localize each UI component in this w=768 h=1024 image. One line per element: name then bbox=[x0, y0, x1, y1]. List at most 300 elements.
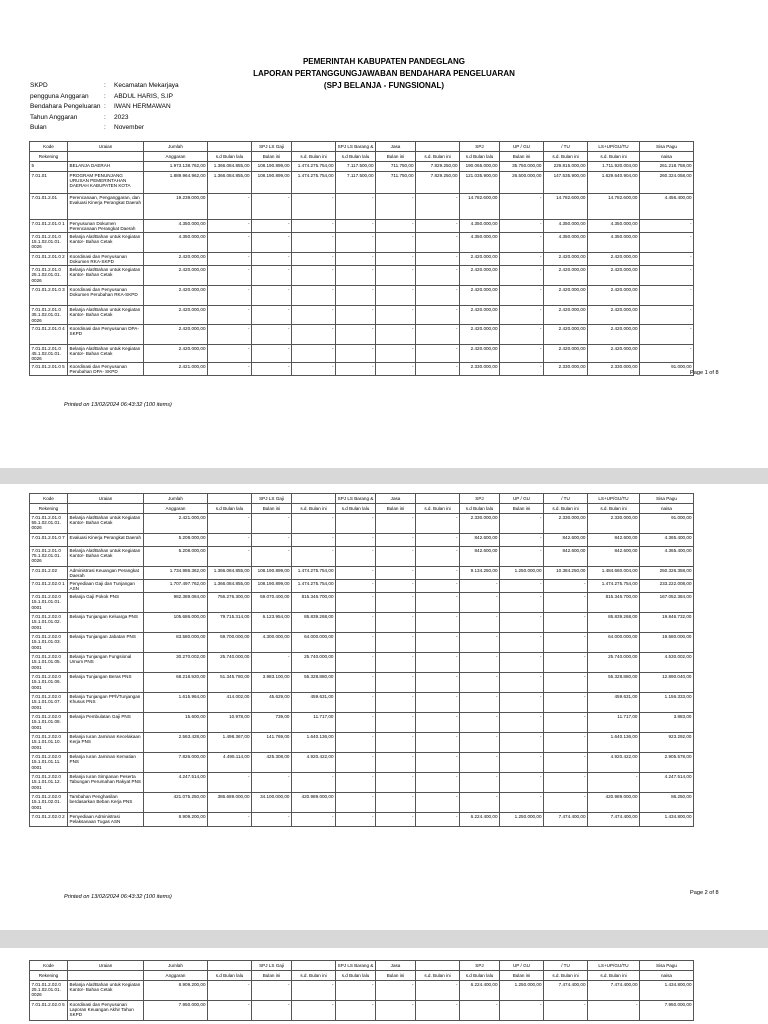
amount-cell: 425.308,00 bbox=[252, 753, 292, 773]
amount-cell: - bbox=[336, 653, 376, 673]
table-row bbox=[30, 773, 694, 793]
amount-cell: 1.434.800,00 bbox=[640, 813, 694, 826]
amount-cell: 2.421.000,00 bbox=[144, 514, 208, 534]
amount-cell: - bbox=[208, 534, 252, 547]
amount-cell: 25.740.000,00 bbox=[208, 653, 252, 673]
amount-cell: - bbox=[336, 713, 376, 733]
column-header: Sisa Pagu bbox=[640, 961, 694, 971]
amount-cell: - bbox=[336, 306, 376, 324]
amount-cell: - bbox=[336, 1001, 376, 1021]
amount-cell: 167.052.384,00 bbox=[640, 593, 694, 613]
column-header: SPJ LS Barang & bbox=[336, 494, 376, 504]
amount-cell: 2.420.000,00 bbox=[588, 306, 640, 324]
column-subheader: s.d. Bulan ini bbox=[544, 504, 588, 514]
amount-cell: 842.600,00 bbox=[588, 534, 640, 547]
column-header: SPJ bbox=[460, 961, 500, 971]
amount-cell: 414.002,00 bbox=[208, 693, 252, 713]
column-header bbox=[208, 961, 252, 971]
amount-cell: 1.474.275.754,00 bbox=[292, 580, 336, 593]
amount-cell: 14.782.600,00 bbox=[460, 194, 500, 220]
kode-rekening-cell: 7.01.01.2.01.0 35.1.02.01.01. 0026 bbox=[30, 306, 68, 324]
amount-cell: - bbox=[500, 593, 544, 613]
amount-cell: 59.700.000,00 bbox=[208, 633, 252, 653]
amount-cell: - bbox=[292, 547, 336, 567]
amount-cell: - bbox=[376, 362, 416, 375]
column-subheader: Rekening bbox=[30, 971, 68, 981]
column-header: / TU bbox=[544, 961, 588, 971]
amount-cell: 26.500.000,00 bbox=[500, 172, 544, 194]
uraian-cell: Belanja Tunjangan PPh/Tunjangan Khusus PNS bbox=[68, 693, 144, 713]
table-row bbox=[30, 547, 694, 567]
column-subheader: s.d. Bulan ini bbox=[544, 971, 588, 981]
amount-cell: 2.420.000,00 bbox=[544, 324, 588, 344]
amount-cell: - bbox=[376, 733, 416, 753]
kode-rekening-cell: 7.01.01.2.02.0 15.1.01.01.12. 0001 bbox=[30, 773, 68, 793]
uraian-cell: Belanja Alat/Bahan untuk Kegiatan Kantor- Bahan Cetak bbox=[68, 547, 144, 567]
table-row bbox=[30, 1001, 694, 1021]
kode-rekening-cell: 7.01.01.2.02.0 15.1.01.01.06. 0001 bbox=[30, 673, 68, 693]
amount-cell: 51.345.780,00 bbox=[208, 673, 252, 693]
amount-cell: - bbox=[416, 653, 460, 673]
amount-cell: 2.420.000,00 bbox=[460, 306, 500, 324]
amount-cell: - bbox=[208, 813, 252, 826]
kode-rekening-cell: 7.01.01.2.02.0 15.1.01.01.10. 0001 bbox=[30, 733, 68, 753]
column-subheader: s.d. Bulan ini bbox=[292, 152, 336, 162]
amount-cell: 2.420.000,00 bbox=[544, 253, 588, 266]
amount-cell: 7.474.400,00 bbox=[544, 813, 588, 826]
column-subheader: s.d. Bulan ini bbox=[544, 152, 588, 162]
amount-cell: - bbox=[500, 233, 544, 253]
column-subheader bbox=[68, 971, 144, 981]
kode-rekening-cell: 7.01.01.2.01.0 3 bbox=[30, 286, 68, 306]
amount-cell: 68.218.920,00 bbox=[144, 673, 208, 693]
amount-cell: 1.498.367,00 bbox=[208, 733, 252, 753]
column-subheader: naisa bbox=[640, 971, 694, 981]
amount-cell: 459.631,00 bbox=[588, 693, 640, 713]
amount-cell: - bbox=[336, 547, 376, 567]
amount-cell: 2.420.000,00 bbox=[460, 344, 500, 362]
amount-cell: - bbox=[252, 253, 292, 266]
amount-cell: 842.600,00 bbox=[460, 547, 500, 567]
amount-cell: - bbox=[208, 253, 252, 266]
amount-cell: - bbox=[416, 753, 460, 773]
amount-cell: - bbox=[500, 580, 544, 593]
amount-cell: - bbox=[640, 344, 694, 362]
column-header: Kode bbox=[30, 494, 68, 504]
amount-cell: - bbox=[500, 534, 544, 547]
amount-cell: 7.829.250,00 bbox=[416, 172, 460, 194]
amount-cell: 4.247.514,00 bbox=[640, 773, 694, 793]
amount-cell: - bbox=[292, 233, 336, 253]
meta-label: pengguna Anggaran bbox=[30, 92, 89, 100]
amount-cell: - bbox=[376, 514, 416, 534]
amount-cell: 10.384.250,00 bbox=[544, 567, 588, 580]
table-row bbox=[30, 580, 694, 593]
amount-cell: - bbox=[252, 233, 292, 253]
amount-cell: - bbox=[292, 306, 336, 324]
uraian-cell: Koordinasi dan Penyusunan DPA-SKPD bbox=[68, 324, 144, 344]
table-row bbox=[30, 693, 694, 713]
amount-cell: 4.350.000,00 bbox=[544, 220, 588, 233]
amount-cell: - bbox=[252, 547, 292, 567]
amount-cell: - bbox=[500, 286, 544, 306]
page-number: Page 2 of 8 bbox=[690, 890, 719, 896]
uraian-cell: Belanja Pembulatan Gaji PNS bbox=[68, 713, 144, 733]
column-subheader: naisa bbox=[640, 504, 694, 514]
column-subheader: Rekening bbox=[30, 504, 68, 514]
column-subheader: Bulan ini bbox=[500, 971, 544, 981]
amount-cell: 86.250,00 bbox=[640, 793, 694, 813]
column-subheader: Rekening bbox=[30, 152, 68, 162]
amount-cell: 59.070.400,00 bbox=[252, 593, 292, 613]
amount-cell: 91.000,00 bbox=[640, 514, 694, 534]
amount-cell: - bbox=[292, 286, 336, 306]
table-row bbox=[30, 673, 694, 693]
amount-cell: - bbox=[252, 286, 292, 306]
amount-cell: 7.117.500,00 bbox=[336, 162, 376, 172]
amount-cell: 1.734.986.362,00 bbox=[144, 567, 208, 580]
amount-cell: - bbox=[416, 306, 460, 324]
column-header: LS+UP/GU/TU bbox=[588, 961, 640, 971]
amount-cell: - bbox=[376, 220, 416, 233]
amount-cell: 1.366.084.855,00 bbox=[208, 580, 252, 593]
amount-cell: - bbox=[640, 286, 694, 306]
amount-cell: - bbox=[588, 773, 640, 793]
amount-cell: 2.420.000,00 bbox=[144, 266, 208, 286]
amount-cell: - bbox=[544, 713, 588, 733]
amount-cell: 420.989.000,00 bbox=[588, 793, 640, 813]
amount-cell: - bbox=[376, 593, 416, 613]
column-header: Uraian bbox=[68, 494, 144, 504]
amount-cell: 2.330.000,00 bbox=[544, 362, 588, 375]
kode-rekening-cell: 7.01.01.2.02.0 1 bbox=[30, 580, 68, 593]
amount-cell: - bbox=[376, 613, 416, 633]
column-header: Uraian bbox=[68, 142, 144, 152]
column-subheader: naisa bbox=[640, 152, 694, 162]
amount-cell: - bbox=[500, 514, 544, 534]
amount-cell: 147.535.900,00 bbox=[544, 172, 588, 194]
amount-cell: - bbox=[376, 773, 416, 793]
amount-cell: 815.346.700,00 bbox=[292, 593, 336, 613]
column-subheader: Bulan ini bbox=[500, 504, 544, 514]
amount-cell: 2.563.428,00 bbox=[144, 733, 208, 753]
amount-cell: 842.600,00 bbox=[544, 547, 588, 567]
amount-cell: - bbox=[640, 306, 694, 324]
amount-cell: 1.615.964,00 bbox=[144, 693, 208, 713]
amount-cell: - bbox=[336, 534, 376, 547]
amount-cell: 1.484.660.004,00 bbox=[588, 567, 640, 580]
amount-cell: - bbox=[336, 220, 376, 233]
column-header: Jumlah bbox=[144, 494, 208, 504]
amount-cell: - bbox=[376, 286, 416, 306]
amount-cell: - bbox=[460, 693, 500, 713]
table-row bbox=[30, 514, 694, 534]
column-header: SPJ bbox=[460, 142, 500, 152]
amount-cell: 3.983.100,00 bbox=[252, 673, 292, 693]
amount-cell: - bbox=[416, 693, 460, 713]
amount-cell: - bbox=[500, 613, 544, 633]
amount-cell: 923.292,00 bbox=[640, 733, 694, 753]
table-row bbox=[30, 194, 694, 220]
amount-cell: - bbox=[640, 220, 694, 233]
spj-table bbox=[29, 141, 694, 376]
uraian-cell: Belanja Alat/Bahan untuk Kegiatan Kantor- Bahan Cetak bbox=[68, 514, 144, 534]
amount-cell: - bbox=[208, 286, 252, 306]
amount-cell: - bbox=[336, 567, 376, 580]
column-subheader: s.d Bulan lalu bbox=[336, 504, 376, 514]
column-subheader: s.d Bulan lalu bbox=[336, 971, 376, 981]
table-row bbox=[30, 172, 694, 194]
amount-cell: - bbox=[376, 547, 416, 567]
amount-cell: - bbox=[376, 713, 416, 733]
amount-cell: 7.826.000,00 bbox=[144, 753, 208, 773]
column-header: Jasa bbox=[376, 961, 416, 971]
column-header: SPJ LS Gaji bbox=[252, 961, 292, 971]
amount-cell: 7.474.400,00 bbox=[588, 813, 640, 826]
meta-value: 2023 bbox=[114, 113, 129, 121]
amount-cell: - bbox=[460, 613, 500, 633]
amount-cell: 260.324.058,00 bbox=[640, 172, 694, 194]
amount-cell: 4.350.000,00 bbox=[588, 233, 640, 253]
amount-cell: - bbox=[208, 344, 252, 362]
amount-cell: - bbox=[376, 673, 416, 693]
amount-cell: 85.839.268,00 bbox=[588, 613, 640, 633]
amount-cell: - bbox=[460, 593, 500, 613]
kode-rekening-cell: 7.01.01.2.01.0 25.1.02.01.01. 0026 bbox=[30, 266, 68, 286]
amount-cell: - bbox=[460, 793, 500, 813]
amount-cell: 141.769,00 bbox=[252, 733, 292, 753]
table-row bbox=[30, 344, 694, 362]
amount-cell: 45.629,00 bbox=[252, 693, 292, 713]
column-subheader: s.d. Bulan ini bbox=[416, 971, 460, 981]
amount-cell: - bbox=[252, 344, 292, 362]
meta-label: Bendahara Pengeluaran bbox=[30, 103, 101, 110]
amount-cell: 7.474.400,00 bbox=[588, 981, 640, 1001]
amount-cell: 1.474.275.754,00 bbox=[292, 172, 336, 194]
page-number: Page 1 of 8 bbox=[690, 370, 719, 376]
column-header: Kode bbox=[30, 961, 68, 971]
amount-cell: - bbox=[336, 362, 376, 375]
meta-row-pengguna: pengguna Anggaran : ABDUL HARIS, S.IP bbox=[30, 92, 173, 100]
amount-cell: - bbox=[292, 534, 336, 547]
amount-cell: - bbox=[208, 194, 252, 220]
amount-cell: - bbox=[500, 324, 544, 344]
amount-cell: - bbox=[336, 613, 376, 633]
kode-rekening-cell: 7.01.01.2.02.0 2 bbox=[30, 813, 68, 826]
report-page-1 bbox=[0, 0, 768, 468]
amount-cell: - bbox=[376, 793, 416, 813]
amount-cell: - bbox=[500, 547, 544, 567]
amount-cell: 2.330.000,00 bbox=[460, 514, 500, 534]
amount-cell: 108.190.899,00 bbox=[252, 162, 292, 172]
column-subheader bbox=[68, 152, 144, 162]
column-subheader: Anggaran bbox=[144, 152, 208, 162]
amount-cell: - bbox=[208, 362, 252, 375]
kode-rekening-cell: 7.01.01.2.02.0 15.1.01.01.05. 0001 bbox=[30, 653, 68, 673]
amount-cell: - bbox=[336, 286, 376, 306]
uraian-cell: Belanja Tunjangan Fungsional Umum PNS bbox=[68, 653, 144, 673]
amount-cell: - bbox=[292, 981, 336, 1001]
uraian-cell: Koordinasi dan Penyusunan Dokumen RKA-SKPD bbox=[68, 253, 144, 266]
column-header: LS+UP/GU/TU bbox=[588, 142, 640, 152]
amount-cell: 4.350.000,00 bbox=[460, 233, 500, 253]
amount-cell: - bbox=[416, 633, 460, 653]
kode-rekening-cell: 5 bbox=[30, 162, 68, 172]
kode-rekening-cell: 7.01.01.2.01 bbox=[30, 194, 68, 220]
amount-cell: 7.950.000,00 bbox=[640, 1001, 694, 1021]
amount-cell: - bbox=[208, 1001, 252, 1021]
uraian-cell: Belanja Alat/Bahan untuk Kegiatan Kantor- Bahan Cetak bbox=[68, 233, 144, 253]
kode-rekening-cell: 7.01.01.2.02.0 5 bbox=[30, 1001, 68, 1021]
amount-cell: 25.740.000,00 bbox=[292, 653, 336, 673]
kode-rekening-cell: 7.01.01.2.01.0 1 bbox=[30, 220, 68, 233]
meta-value: ABDUL HARIS, S.IP bbox=[114, 92, 173, 100]
amount-cell: - bbox=[252, 266, 292, 286]
uraian-cell: Koordinasi dan Penyusunan Perubahan DPA- SKPD bbox=[68, 362, 144, 375]
amount-cell: 2.420.000,00 bbox=[460, 286, 500, 306]
amount-cell: - bbox=[292, 266, 336, 286]
column-subheader: s.d. Bulan ini bbox=[416, 504, 460, 514]
amount-cell: - bbox=[500, 253, 544, 266]
amount-cell: - bbox=[376, 813, 416, 826]
uraian-cell: PROGRAM PENUNJANG URUSAN PEMERINTAHAN DAERAH KABUPATEN KOTA bbox=[68, 172, 144, 194]
amount-cell: - bbox=[292, 362, 336, 375]
amount-cell: - bbox=[460, 580, 500, 593]
amount-cell: 4.350.000,00 bbox=[144, 220, 208, 233]
column-header bbox=[208, 142, 252, 152]
amount-cell: - bbox=[336, 693, 376, 713]
amount-cell: 1.707.497.762,00 bbox=[144, 580, 208, 593]
amount-cell: 5.208.000,00 bbox=[144, 534, 208, 547]
amount-cell: - bbox=[416, 981, 460, 1001]
amount-cell: 4.300.000,00 bbox=[252, 633, 292, 653]
amount-cell: 4.350.000,00 bbox=[588, 220, 640, 233]
uraian-cell: Belanja Alat/Bahan untuk Kegiatan Kantor- Bahan Cetak bbox=[68, 306, 144, 324]
column-header bbox=[416, 494, 460, 504]
amount-cell: - bbox=[336, 773, 376, 793]
amount-cell: 1.640.136,00 bbox=[588, 733, 640, 753]
amount-cell: - bbox=[252, 194, 292, 220]
column-header: Jumlah bbox=[144, 142, 208, 152]
amount-cell: 1.474.275.754,00 bbox=[588, 580, 640, 593]
amount-cell: 4.920.422,00 bbox=[588, 753, 640, 773]
table-row bbox=[30, 733, 694, 753]
amount-cell: - bbox=[460, 733, 500, 753]
amount-cell: - bbox=[416, 253, 460, 266]
report-header-line-3: (SPJ BELANJA - FUNGSIONAL) bbox=[323, 81, 445, 90]
amount-cell: 1.711.920.004,00 bbox=[588, 162, 640, 172]
kode-rekening-cell: 7.01.01.2.02.0 15.1.01.01.02. 0001 bbox=[30, 613, 68, 633]
amount-cell: 9.134.250,00 bbox=[460, 567, 500, 580]
amount-cell: - bbox=[336, 673, 376, 693]
table-row bbox=[30, 633, 694, 653]
column-subheader: Bulan ini bbox=[376, 971, 416, 981]
uraian-cell: Belanja Alat/Bahan untuk Kegiatan Kantor- Bahan Cetak bbox=[68, 266, 144, 286]
header-row bbox=[30, 142, 694, 152]
amount-cell: - bbox=[292, 773, 336, 793]
amount-cell: 91.000,00 bbox=[640, 362, 694, 375]
kode-rekening-cell: 7.01.01.2.02.0 25.1.02.01.01. 0026 bbox=[30, 981, 68, 1001]
column-subheader: s.d. Bulan ini bbox=[292, 504, 336, 514]
amount-cell: - bbox=[460, 653, 500, 673]
amount-cell: 2.420.000,00 bbox=[144, 286, 208, 306]
amount-cell: 11.717,00 bbox=[588, 713, 640, 733]
uraian-cell: Belanja Tunjangan Jabatan PNS bbox=[68, 633, 144, 653]
uraian-cell: BELANJA DAERAH bbox=[68, 162, 144, 172]
amount-cell: - bbox=[500, 653, 544, 673]
amount-cell: - bbox=[500, 693, 544, 713]
amount-cell: 79.715.314,00 bbox=[208, 613, 252, 633]
amount-cell: 85.839.268,00 bbox=[292, 613, 336, 633]
table-row bbox=[30, 162, 694, 172]
amount-cell: - bbox=[252, 324, 292, 344]
column-subheader: s.d Bulan lalu bbox=[460, 152, 500, 162]
amount-cell: 250.326.358,00 bbox=[640, 567, 694, 580]
amount-cell: - bbox=[336, 793, 376, 813]
amount-cell: 2.420.000,00 bbox=[460, 253, 500, 266]
amount-cell: - bbox=[416, 613, 460, 633]
subheader-row bbox=[30, 504, 694, 514]
amount-cell: 2.905.578,00 bbox=[640, 753, 694, 773]
amount-cell: 2.420.000,00 bbox=[588, 324, 640, 344]
meta-label: Tahun Anggaran bbox=[30, 113, 78, 121]
amount-cell: 2.420.000,00 bbox=[544, 306, 588, 324]
amount-cell: 10.978,00 bbox=[208, 713, 252, 733]
amount-cell: 25.740.000,00 bbox=[588, 653, 640, 673]
table-row bbox=[30, 981, 694, 1001]
amount-cell: 35.750.000,00 bbox=[500, 162, 544, 172]
amount-cell: 1.250.000,00 bbox=[500, 813, 544, 826]
uraian-cell: Perencanaan, Penganggaran, dan Evaluasi Kinerja Perangkat Daerah bbox=[68, 194, 144, 220]
amount-cell: 2.420.000,00 bbox=[544, 286, 588, 306]
uraian-cell: Belanja Iuran Simpanan Peserta Tabungan Perumahan Rakyat PNS bbox=[68, 773, 144, 793]
table-row bbox=[30, 286, 694, 306]
amount-cell: 1.640.136,00 bbox=[292, 733, 336, 753]
amount-cell: - bbox=[460, 753, 500, 773]
amount-cell: - bbox=[544, 613, 588, 633]
amount-cell: - bbox=[376, 1001, 416, 1021]
amount-cell: - bbox=[460, 713, 500, 733]
amount-cell: - bbox=[416, 514, 460, 534]
amount-cell: 2.330.000,00 bbox=[544, 514, 588, 534]
column-subheader: Bulan ini bbox=[376, 152, 416, 162]
amount-cell: - bbox=[336, 266, 376, 286]
amount-cell: - bbox=[416, 567, 460, 580]
amount-cell: 7.474.400,00 bbox=[544, 981, 588, 1001]
column-header: SPJ LS Barang & bbox=[336, 142, 376, 152]
amount-cell: - bbox=[544, 673, 588, 693]
amount-cell: - bbox=[208, 324, 252, 344]
amount-cell: - bbox=[336, 253, 376, 266]
amount-cell: - bbox=[416, 1001, 460, 1021]
amount-cell: - bbox=[336, 733, 376, 753]
amount-cell: 12.890.040,00 bbox=[640, 673, 694, 693]
amount-cell: - bbox=[292, 194, 336, 220]
amount-cell: - bbox=[416, 733, 460, 753]
printed-on: Printed on 13/02/2024 06:43:32 (100 items) bbox=[64, 894, 172, 900]
amount-cell: - bbox=[252, 220, 292, 233]
amount-cell: - bbox=[500, 733, 544, 753]
amount-cell: 842.600,00 bbox=[544, 534, 588, 547]
column-header bbox=[292, 494, 336, 504]
amount-cell: 83.580.000,00 bbox=[144, 633, 208, 653]
amount-cell: 4.350.000,00 bbox=[144, 233, 208, 253]
column-subheader: s.d. Bulan ini bbox=[588, 971, 640, 981]
column-header bbox=[292, 961, 336, 971]
amount-cell: - bbox=[252, 773, 292, 793]
amount-cell: 4.350.000,00 bbox=[460, 220, 500, 233]
uraian-cell: Administrasi Keuangan Perangkat Daerah bbox=[68, 567, 144, 580]
